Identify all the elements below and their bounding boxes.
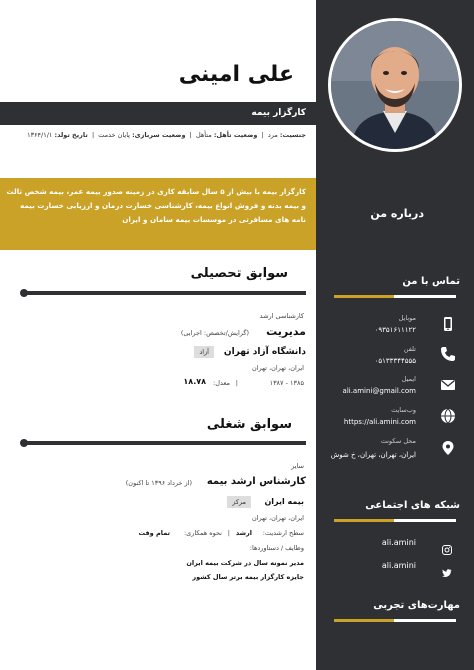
- email-value[interactable]: ali.amini@gmail.com: [342, 387, 416, 395]
- education-gpa-sep: |: [235, 379, 238, 387]
- experience-role-dates: (از خرداد ۱۳۹۶ تا اکنون): [125, 479, 192, 487]
- military-value: پایان خدمت: [98, 131, 130, 139]
- title-strip: [0, 102, 160, 125]
- experience-seniority-label: سطح ارشدیت:: [262, 529, 304, 537]
- twitter-handle[interactable]: ali.amini: [381, 561, 416, 570]
- avatar-illustration: [331, 21, 459, 149]
- profile-photo: [328, 18, 462, 152]
- about-text: کارگزار بیمه با بیش از ۵ سال سابقه کاری در زمینه صدور بیمه عمر، بیمه شخص ثالث و بیمه بدنه و فروش انواع بیمه، کارشناسی خسارت درمان و ارزیابی خسارت بیمه نامه های مسافرتی در موسسات بیمه سامان و ایران: [6, 187, 306, 224]
- phone-value[interactable]: ۰۵۱۳۳۳۴۴۵۵۵: [374, 357, 416, 365]
- social-title: شبکه های اجتماعی: [365, 500, 460, 511]
- experience-cooperation: تمام وقت: [138, 529, 170, 537]
- contact-title: تماس با من: [402, 276, 460, 287]
- website-value[interactable]: https://ali.amini.com: [343, 418, 416, 426]
- globe-icon: [440, 408, 456, 424]
- experience-sep: |: [227, 529, 230, 537]
- experience-seniority: ارشد: [235, 529, 252, 537]
- experience-category: سایر: [291, 462, 304, 470]
- phone-label: تلفن: [403, 345, 416, 353]
- education-university: دانشگاه آزاد تهران: [223, 347, 306, 357]
- education-field: مدیریت: [266, 325, 306, 338]
- education-location: ایران، تهران، تهران: [251, 364, 304, 372]
- mobile-label: موبایل: [398, 314, 416, 322]
- education-type-tag: آزاد: [194, 346, 214, 358]
- experience-company: بیمه ایران: [264, 497, 304, 506]
- skills-underline-accent: [394, 619, 456, 622]
- personal-info-line: جنسیت: مرد | وضعیت تأهل: متأهل | وضعیت سربازی: پایان خدمت | تاریخ تولد: ۱۳۶۴/۱/۱: [27, 131, 306, 139]
- full-name: علی امینی: [178, 62, 294, 87]
- job-title: کارگزار بیمه: [251, 108, 306, 118]
- email-label: ایمیل: [401, 375, 416, 383]
- education-gpa: ۱۸.۷۸: [183, 377, 206, 386]
- gender-value: مرد: [267, 131, 278, 139]
- address-label: محل سکونت: [380, 437, 416, 445]
- mobile-value[interactable]: ۰۹۳۵۱۶۱۱۱۲۲: [374, 326, 416, 334]
- instagram-icon[interactable]: [442, 540, 452, 550]
- experience-cooperation-label: نحوه همکاری:: [183, 529, 222, 537]
- marital-value: متأهل: [195, 131, 212, 139]
- avatar: [331, 21, 459, 149]
- experience-duties-label: وظایف / دستاوردها:: [249, 544, 304, 552]
- twitter-icon[interactable]: [442, 563, 452, 573]
- experience-company-tag: مرکز: [227, 496, 251, 508]
- contact-underline-accent: [394, 295, 456, 298]
- birth-value: ۱۳۶۴/۱/۱: [27, 131, 53, 139]
- education-field-note: (گرایش/تخصص: اجرایی): [180, 329, 249, 337]
- education-divider-dot: [20, 289, 28, 297]
- education-degree: کارشناسی ارشد: [259, 312, 304, 320]
- mobile-icon: [440, 316, 456, 332]
- marital-label: وضعیت تأهل:: [213, 131, 258, 139]
- email-icon: [440, 377, 456, 393]
- gender-label: جنسیت:: [279, 131, 306, 139]
- education-gpa-label: معدل:: [213, 379, 230, 387]
- experience-achievement-1: مدیر نمونه سال در شرکت بیمه ایران: [186, 559, 304, 567]
- job-title-bar: [160, 102, 316, 125]
- experience-divider: [24, 441, 306, 445]
- birth-label: تاریخ تولد:: [54, 131, 88, 139]
- website-label: وب‌سایت: [391, 406, 416, 414]
- location-pin-icon: [440, 440, 456, 456]
- experience-achievement-2: جایزه کارگزار بیمه برتر سال کشور: [192, 573, 304, 581]
- education-divider-accent: [196, 291, 306, 295]
- experience-divider-dot: [20, 439, 28, 447]
- experience-location: ایران، تهران، تهران: [251, 514, 304, 522]
- phone-icon: [440, 346, 456, 362]
- about-title: درباره من: [370, 207, 424, 220]
- social-underline-accent: [394, 519, 456, 522]
- address-value: ایران، تهران، تهران، خ شوش: [330, 451, 416, 459]
- instagram-handle[interactable]: ali.amini: [381, 538, 416, 547]
- education-dates: ۱۳۸۵ - ۱۳۸۷: [269, 379, 304, 387]
- skills-title: مهارت‌های تجربی: [373, 600, 460, 611]
- military-label: وضعیت سربازی:: [132, 131, 186, 139]
- education-title: سوابق تحصیلی: [190, 266, 288, 281]
- experience-title: سوابق شغلی: [206, 417, 292, 432]
- experience-role: کارشناس ارشد بیمه: [206, 476, 306, 487]
